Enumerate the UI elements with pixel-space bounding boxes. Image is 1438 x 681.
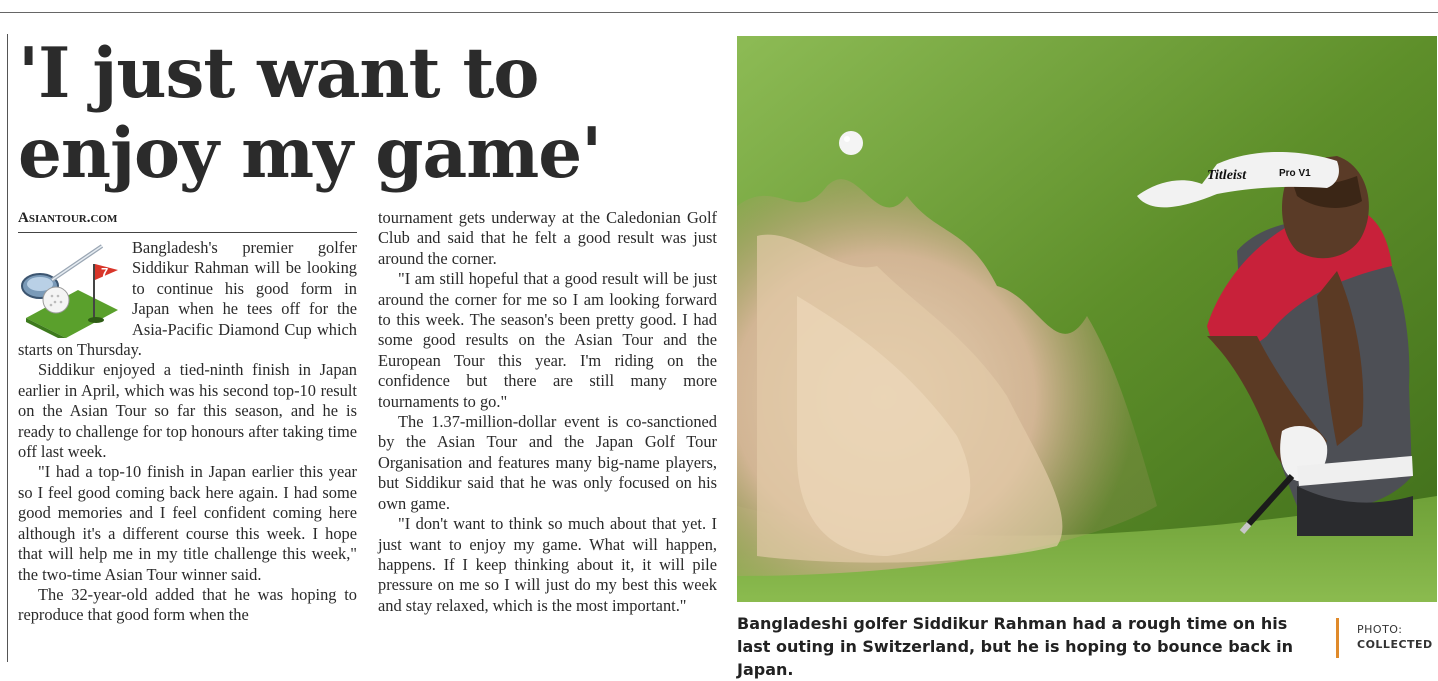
paragraph: "I had a top-10 finish in Japan earlier this year so I feel good coming back here again. I had some good memories and I feel confident coming here although it's a different course this week. I hope that will help me in my title challenge this week," the two-time Asian Tour winner said.	[18, 462, 357, 584]
cap-text: Pro V1	[1279, 168, 1311, 179]
source-rule	[18, 232, 357, 233]
left-column-rule	[7, 34, 8, 662]
photo-credit	[1357, 622, 1433, 652]
article-column-1	[18, 238, 357, 626]
photo-credit-label: PHOTO:	[1357, 623, 1403, 636]
paragraph: Bangladesh's premier golfer Siddikur Rahman will be looking to continue his good form in Japan when he tees off for the Asia-Pacific Diamond Cup which starts on Thursday.	[18, 238, 357, 360]
flag-number: 7	[101, 265, 109, 280]
paragraph: The 1.37-million-dollar event is co-sanctioned by the Asian Tour and the Japan Golf Tour Organisation and features many big-name players, but Siddikur said that he was only focused on his own game.	[378, 412, 717, 513]
headline-line-2: enjoy my game'	[18, 113, 602, 194]
credit-accent-bar	[1336, 618, 1339, 658]
photo-credit-value: COLLECTED	[1357, 638, 1433, 651]
paragraph: "I don't want to think so much about that yet. I just want to enjoy my game. What will happen, happens. If I keep thinking about it, it will pile pressure on me so I will just do my best this week and stay relaxed, which is the most important."	[378, 514, 717, 615]
headline	[18, 34, 718, 194]
article-column-2	[378, 208, 717, 616]
paragraph: Siddikur enjoyed a tied-ninth finish in Japan earlier in April, which was his second top-10 result on the Asian Tour so far this season, and he is ready to challenge for top honours after taking time off last week.	[18, 360, 357, 462]
golfer-photo	[737, 36, 1437, 602]
golf-logo-icon	[18, 238, 122, 338]
cap-brand: Titleist	[1207, 168, 1247, 183]
paragraph: "I am still hopeful that a good result will be just around the corner for me so I am looking forward to this week. The season's been pretty good. I had some good results on the Asian Tour and the European Tour this year. I'm riding on the confidence but there are still many more tournaments to go."	[378, 269, 717, 411]
paragraph: tournament gets underway at the Caledonian Golf Club and said that he felt a good result was just around the corner.	[378, 208, 717, 268]
headline-line-1: 'I just want to	[18, 33, 539, 114]
top-rule	[0, 12, 1438, 13]
photo-caption: Bangladeshi golfer Siddikur Rahman had a rough time on his last outing in Switzerland, but he is hoping to bounce back in Japan.	[737, 614, 1294, 679]
paragraph: The 32-year-old added that he was hoping to reproduce that good form when the	[18, 584, 357, 625]
source-credit: Asiantour.com	[18, 210, 118, 226]
golfer-bunker-image	[737, 36, 1437, 602]
